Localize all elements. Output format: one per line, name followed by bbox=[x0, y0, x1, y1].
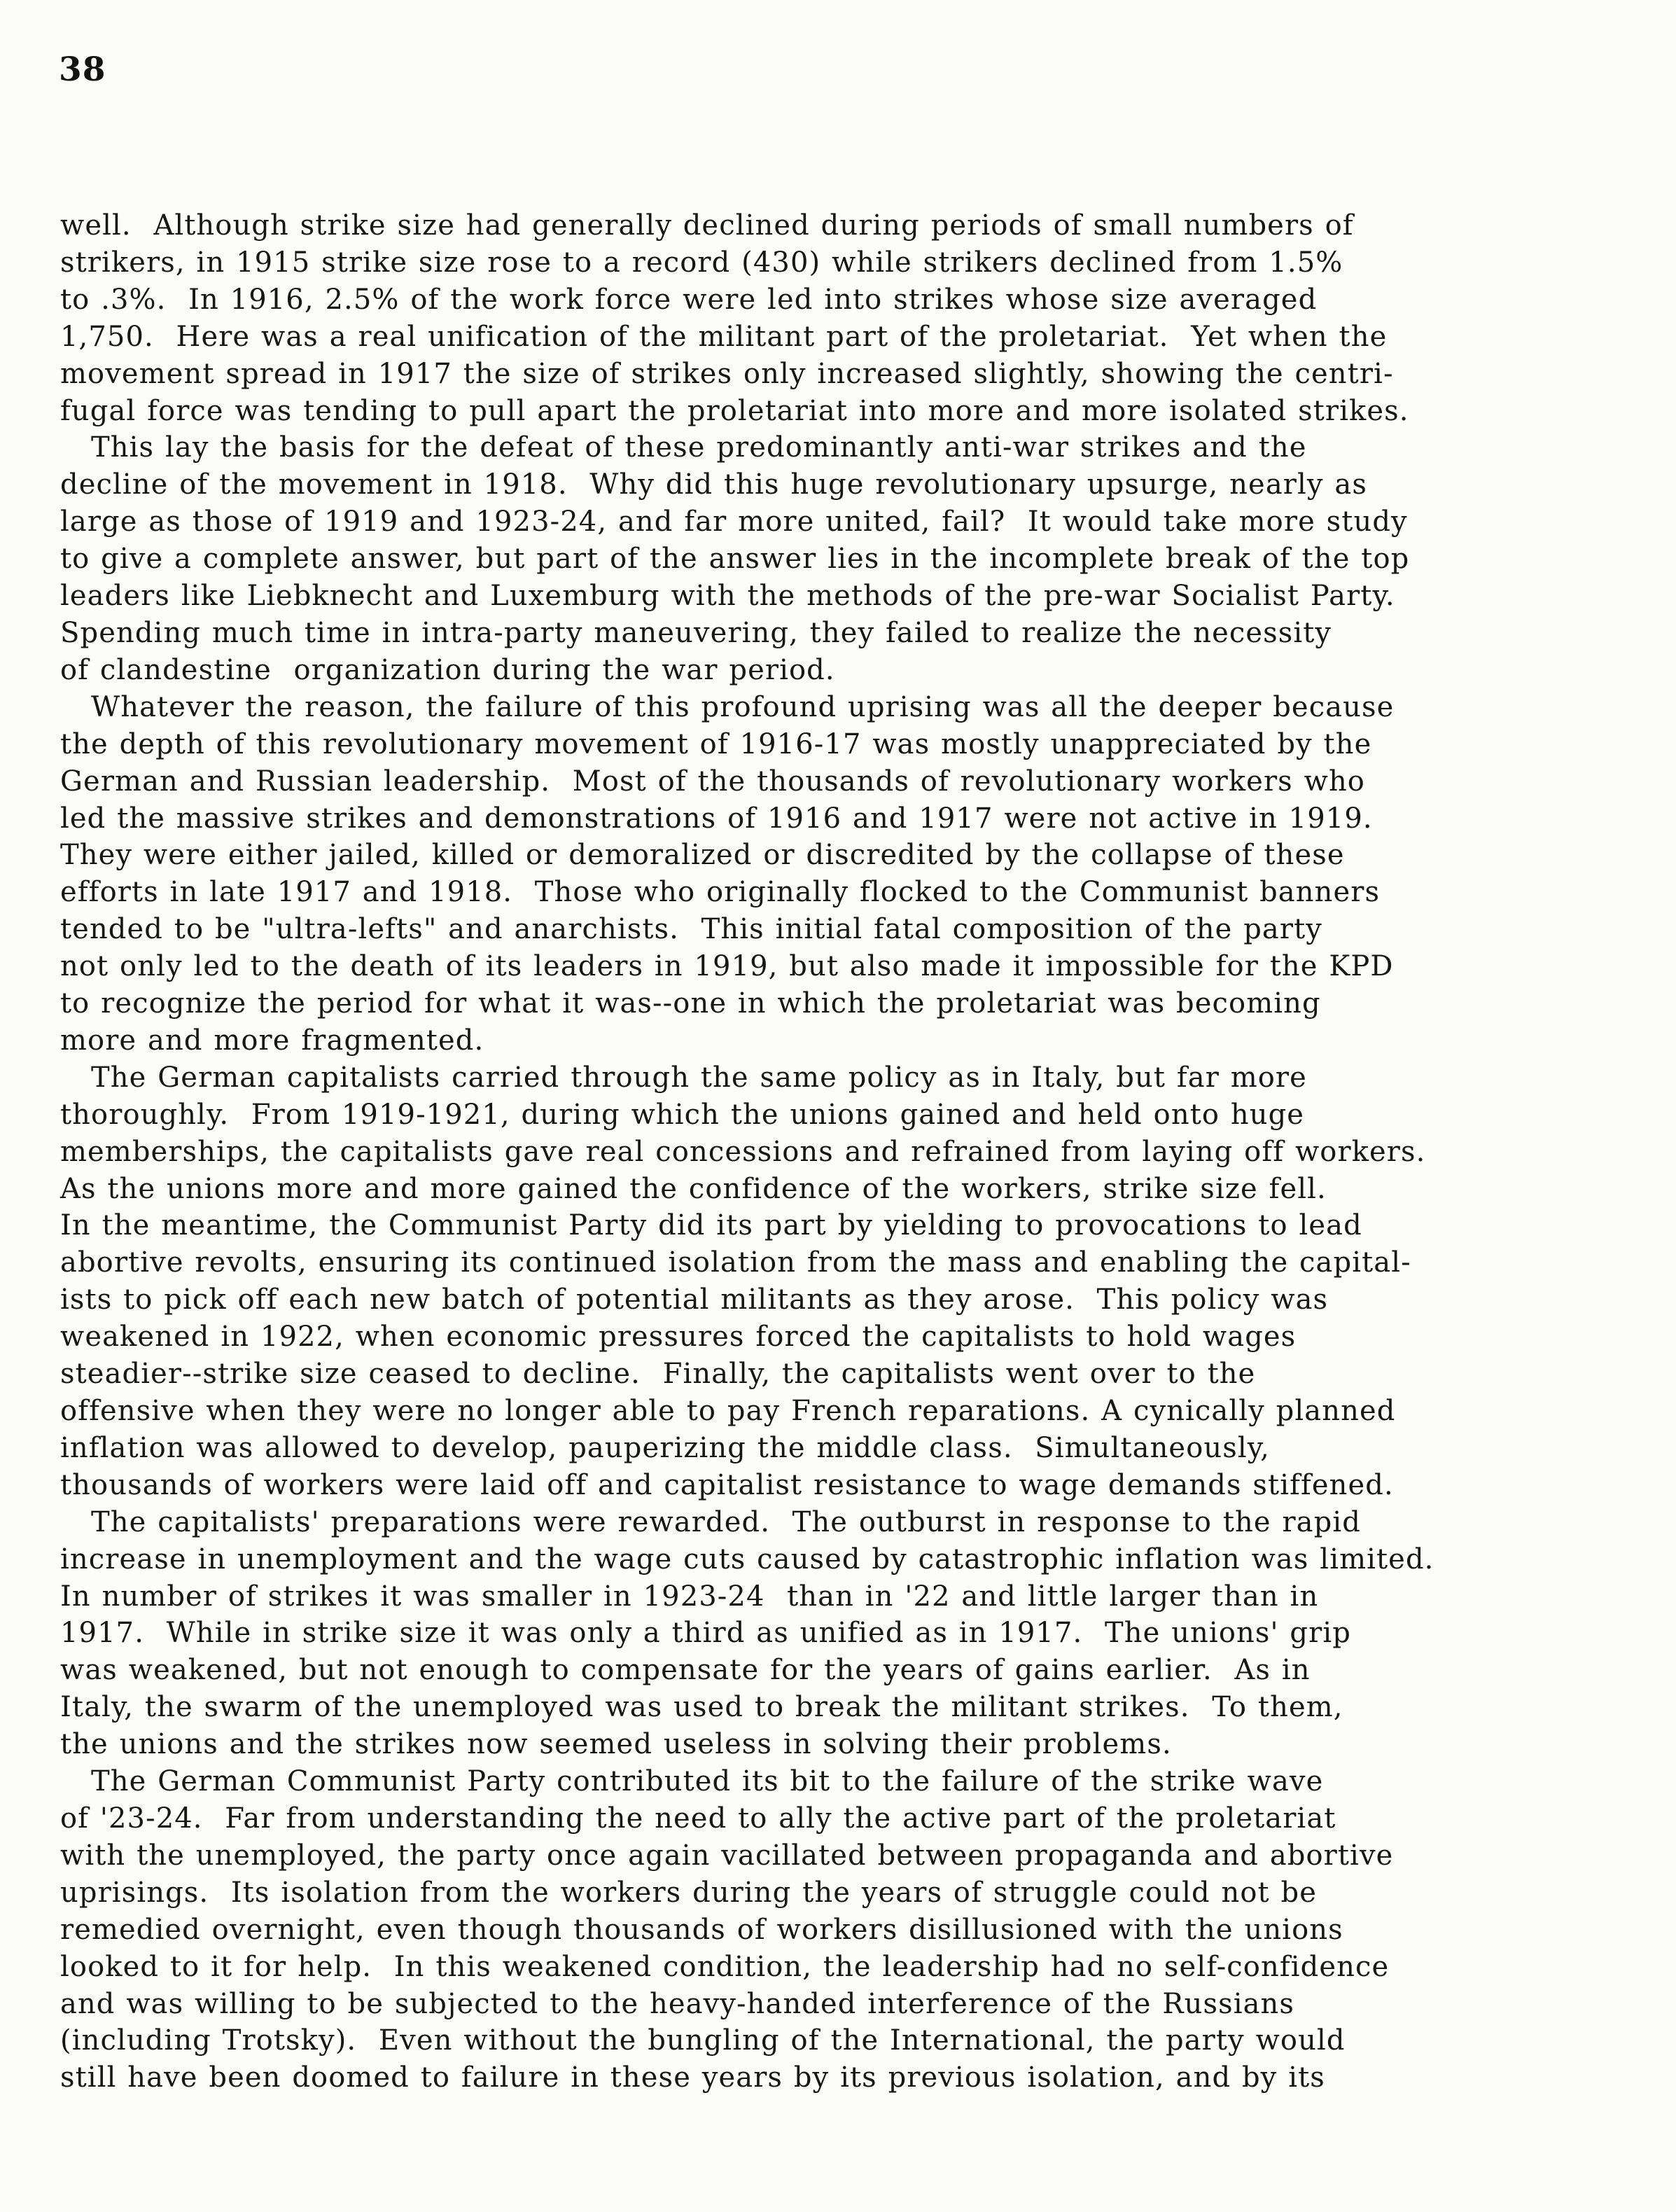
text-line: not only led to the death of its leaders in 1919, but also made it impossible for the KPD bbox=[60, 950, 1394, 983]
text-line: increase in unemployment and the wage cuts caused by catastrophic inflation was limited. bbox=[60, 1543, 1434, 1575]
text-line: (including Trotsky). Even without the bungling of the International, the party would bbox=[60, 2024, 1346, 2057]
text-line: 1917. While in strike size it was only a third as unified as in 1917. The unions' grip bbox=[60, 1617, 1351, 1650]
page-number: 38 bbox=[59, 50, 106, 89]
text-line: tended to be "ultra-lefts" and anarchists. This initial fatal composition of the party bbox=[60, 913, 1322, 946]
text-line: In the meantime, the Communist Party did its part by yielding to provocations to lead bbox=[60, 1209, 1362, 1242]
text-line: looked to it for help. In this weakened condition, the leadership had no self-confidence bbox=[60, 1950, 1390, 1983]
text-line: large as those of 1919 and 1923-24, and far more united, fail? It would take more study bbox=[60, 506, 1408, 538]
text-line: Whatever the reason, the failure of this profound uprising was all the deeper because bbox=[91, 690, 1395, 723]
text-line: remedied overnight, even though thousands of workers disillusioned with the unions bbox=[60, 1913, 1343, 1946]
text-line: leaders like Liebknecht and Luxemburg with the methods of the pre-war Socialist Party. bbox=[60, 580, 1395, 613]
text-line: efforts in late 1917 and 1918. Those who originally flocked to the Communist banners bbox=[60, 876, 1381, 909]
text-line: Spending much time in intra-party maneuvering, they failed to realize the necessity bbox=[60, 616, 1332, 649]
text-line: 1,750. Here was a real unification of the militant part of the proletariat. Yet when the bbox=[60, 320, 1388, 353]
text-line: The German Communist Party contributed its bit to the failure of the strike wave bbox=[91, 1765, 1324, 1798]
text-line: The German capitalists carried through the same policy as in Italy, but far more bbox=[91, 1061, 1307, 1094]
text-line: was weakened, but not enough to compensate for the years of gains earlier. As in bbox=[60, 1654, 1311, 1687]
text-line: The capitalists' preparations were rewarded. The outburst in response to the rapid bbox=[91, 1505, 1361, 1538]
text-line: the depth of this revolutionary movement of 1916-17 was mostly unappreciated by the bbox=[60, 728, 1372, 760]
text-line: thoroughly. From 1919-1921, during which the unions gained and held onto huge bbox=[60, 1098, 1305, 1131]
text-line: uprisings. Its isolation from the workers during the years of struggle could not be bbox=[60, 1876, 1318, 1909]
text-line: memberships, the capitalists gave real concessions and refrained from laying off workers. bbox=[60, 1135, 1426, 1168]
text-line: led the massive strikes and demonstrations of 1916 and 1917 were not active in 1919. bbox=[60, 802, 1373, 835]
text-line: the unions and the strikes now seemed useless in solving their problems. bbox=[60, 1728, 1172, 1761]
text-line: strikers, in 1915 strike size rose to a record (430) while strikers declined from 1.5% bbox=[60, 246, 1343, 279]
text-line: movement spread in 1917 the size of strikes only increased slightly, showing the centri- bbox=[60, 357, 1394, 390]
text-line: ists to pick off each new batch of potential militants as they arose. This policy was bbox=[60, 1284, 1329, 1316]
text-line: decline of the movement in 1918. Why did this huge revolutionary upsurge, nearly as bbox=[60, 468, 1367, 501]
body-text bbox=[60, 207, 1579, 2096]
text-line: As the unions more and more gained the confidence of the workers, strike size fell. bbox=[60, 1172, 1327, 1205]
text-line: thousands of workers were laid off and capitalist resistance to wage demands stiffened. bbox=[60, 1468, 1394, 1501]
text-line: This lay the basis for the defeat of these predominantly anti-war strikes and the bbox=[91, 431, 1307, 464]
text-line: with the unemployed, the party once again vacillated between propaganda and abortive bbox=[60, 1839, 1394, 1872]
text-line: of '23-24. Far from understanding the need to ally the active part of the proletariat bbox=[60, 1802, 1336, 1835]
text-line: still have been doomed to failure in these years by its previous isolation, and by its bbox=[60, 2061, 1325, 2094]
text-line: and was willing to be subjected to the heavy-handed interference of the Russians bbox=[60, 1987, 1295, 2020]
text-line: abortive revolts, ensuring its continued isolation from the mass and enabling the capital- bbox=[60, 1246, 1411, 1279]
text-line: fugal force was tending to pull apart the proletariat into more and more isolated strikes. bbox=[60, 394, 1409, 427]
text-line: to recognize the period for what it was--one in which the proletariat was becoming bbox=[60, 987, 1321, 1020]
text-line: to .3%. In 1916, 2.5% of the work force were led into strikes whose size averaged bbox=[60, 283, 1318, 316]
text-line: more and more fragmented. bbox=[60, 1024, 484, 1057]
text-line: offensive when they were no longer able to pay French reparations. A cynically planned bbox=[60, 1395, 1396, 1427]
text-line: inflation was allowed to develop, pauperizing the middle class. Simultaneously, bbox=[60, 1431, 1270, 1464]
text-line: well. Although strike size had generally declined during periods of small numbers of bbox=[60, 209, 1354, 242]
text-line: weakened in 1922, when economic pressures forced the capitalists to hold wages bbox=[60, 1321, 1297, 1354]
text-line: Italy, the swarm of the unemployed was used to break the militant strikes. To them, bbox=[60, 1691, 1343, 1724]
text-line: In number of strikes it was smaller in 1923-24 than in '22 and little larger than in bbox=[60, 1580, 1319, 1613]
text-line: They were either jailed, killed or demoralized or discredited by the collapse of these bbox=[60, 839, 1345, 872]
text-line: of clandestine organization during the war period. bbox=[60, 653, 835, 686]
text-line: to give a complete answer, but part of the answer lies in the incomplete break of the top bbox=[60, 543, 1410, 576]
text-line: German and Russian leadership. Most of the thousands of revolutionary workers who bbox=[60, 765, 1365, 798]
text-line: steadier--strike size ceased to decline. Finally, the capitalists went over to the bbox=[60, 1358, 1256, 1391]
